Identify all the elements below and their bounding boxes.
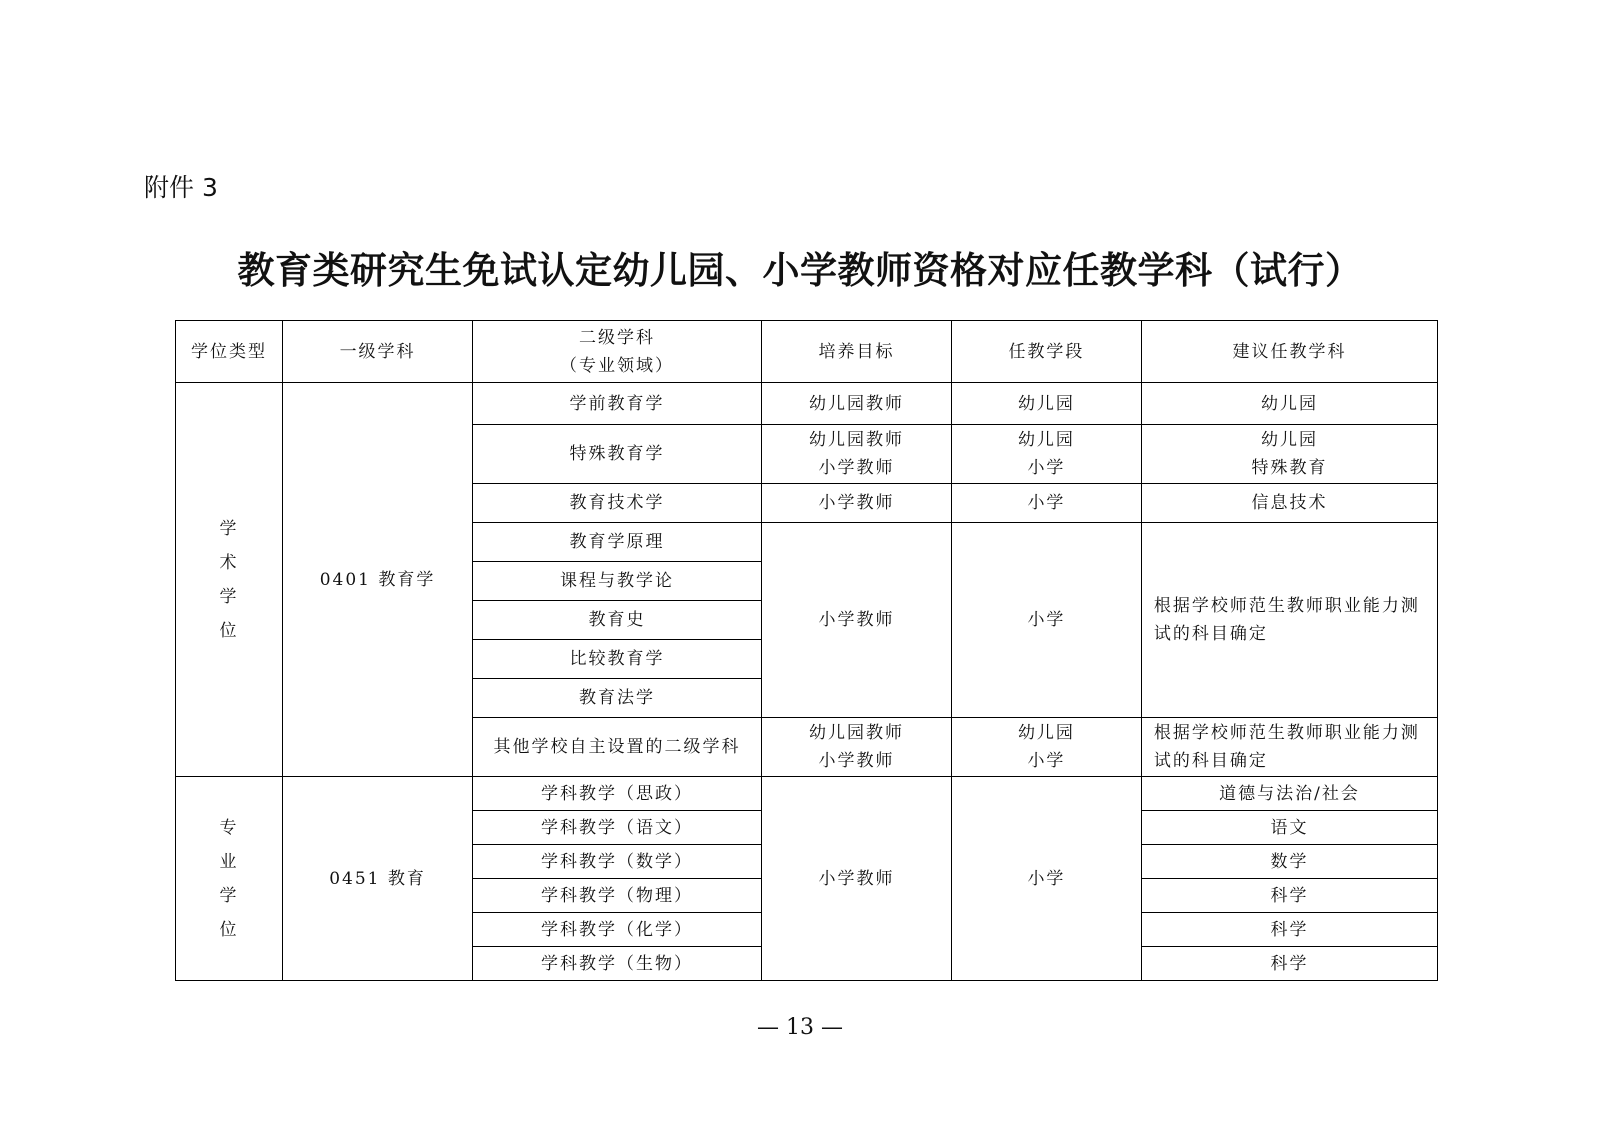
teaching-stage: 小学 xyxy=(951,523,1141,718)
training-goal-line: 小学教师 xyxy=(818,751,895,771)
suggested-subject: 科学 xyxy=(1141,879,1437,913)
second-discipline: 学科教学（物理） xyxy=(473,879,762,913)
header-suggested-subject: 建议任教学科 xyxy=(1141,321,1437,383)
training-goal: 幼儿园教师 xyxy=(762,383,952,425)
second-discipline: 学科教学（化学） xyxy=(473,913,762,947)
second-discipline: 教育史 xyxy=(473,601,762,640)
second-discipline: 教育法学 xyxy=(473,679,762,718)
training-goal: 小学教师 xyxy=(762,523,952,718)
suggested-subject-line: 幼儿园 xyxy=(1260,430,1318,450)
training-goal-line: 小学教师 xyxy=(818,458,895,478)
training-goal-line: 幼儿园教师 xyxy=(808,430,904,450)
document-title: 教育类研究生免试认定幼儿园、小学教师资格对应任教学科（试行） xyxy=(237,248,1363,292)
second-discipline: 课程与教学论 xyxy=(473,562,762,601)
suggested-subject: 数学 xyxy=(1141,845,1437,879)
suggested-subject: 根据学校师范生教师职业能力测试的科目确定 xyxy=(1141,523,1437,718)
suggested-subject: 幼儿园 xyxy=(1141,383,1437,425)
header-first-discipline: 一级学科 xyxy=(283,321,473,383)
second-discipline: 学前教育学 xyxy=(473,383,762,425)
degree-char: 学 xyxy=(219,586,239,607)
suggested-subject: 根据学校师范生教师职业能力测试的科目确定 xyxy=(1141,718,1437,777)
teaching-stage xyxy=(951,718,1141,777)
teaching-stage-line: 小学 xyxy=(1027,751,1066,771)
suggested-subject: 语文 xyxy=(1141,811,1437,845)
second-discipline: 学科教学（数学） xyxy=(473,845,762,879)
training-goal: 小学教师 xyxy=(762,777,952,981)
training-goal xyxy=(762,718,952,777)
second-discipline: 教育技术学 xyxy=(473,484,762,523)
degree-char: 学 xyxy=(219,885,239,906)
training-goal xyxy=(762,425,952,484)
suggested-subject xyxy=(1141,425,1437,484)
teaching-stage xyxy=(951,425,1141,484)
degree-type-professional xyxy=(176,777,283,981)
suggested-subject: 科学 xyxy=(1141,913,1437,947)
degree-char: 业 xyxy=(219,851,239,872)
teaching-stage: 幼儿园 xyxy=(951,383,1141,425)
second-discipline: 教育学原理 xyxy=(473,523,762,562)
degree-type-academic xyxy=(176,383,283,777)
degree-char: 术 xyxy=(219,552,239,573)
suggested-subject-line: 特殊教育 xyxy=(1251,458,1328,478)
second-discipline: 特殊教育学 xyxy=(473,425,762,484)
second-discipline: 学科教学（生物） xyxy=(473,947,762,981)
suggested-subject: 信息技术 xyxy=(1141,484,1437,523)
second-discipline: 其他学校自主设置的二级学科 xyxy=(473,718,762,777)
header-teaching-stage: 任教学段 xyxy=(951,321,1141,383)
header-second-line2: （专业领域） xyxy=(560,355,675,376)
training-goal-line: 幼儿园教师 xyxy=(808,723,904,743)
first-discipline-professional: 0451 教育 xyxy=(283,777,473,981)
attachment-label: 附件 3 xyxy=(144,173,218,202)
teaching-stage-line: 小学 xyxy=(1027,458,1066,478)
header-second-discipline xyxy=(473,321,762,383)
teaching-stage-line: 幼儿园 xyxy=(1017,723,1075,743)
second-discipline: 学科教学（语文） xyxy=(473,811,762,845)
header-training-goal: 培养目标 xyxy=(762,321,952,383)
degree-char: 位 xyxy=(219,919,239,940)
page-number: — 13 — xyxy=(757,1015,843,1040)
table-row xyxy=(176,777,1438,811)
second-discipline: 学科教学（思政） xyxy=(473,777,762,811)
degree-char: 学 xyxy=(219,518,239,539)
second-discipline: 比较教育学 xyxy=(473,640,762,679)
teaching-stage: 小学 xyxy=(951,484,1141,523)
teaching-stage: 小学 xyxy=(951,777,1141,981)
suggested-subject: 道德与法治/社会 xyxy=(1141,777,1437,811)
subject-table xyxy=(175,320,1438,981)
degree-char: 位 xyxy=(219,620,239,641)
table-row xyxy=(176,383,1438,425)
header-row xyxy=(176,321,1438,383)
first-discipline-academic: 0401 教育学 xyxy=(283,383,473,777)
header-degree-type: 学位类型 xyxy=(176,321,283,383)
teaching-stage-line: 幼儿园 xyxy=(1017,430,1075,450)
suggested-subject: 科学 xyxy=(1141,947,1437,981)
degree-char: 专 xyxy=(219,817,239,838)
header-second-line1: 二级学科 xyxy=(579,327,656,348)
training-goal: 小学教师 xyxy=(762,484,952,523)
